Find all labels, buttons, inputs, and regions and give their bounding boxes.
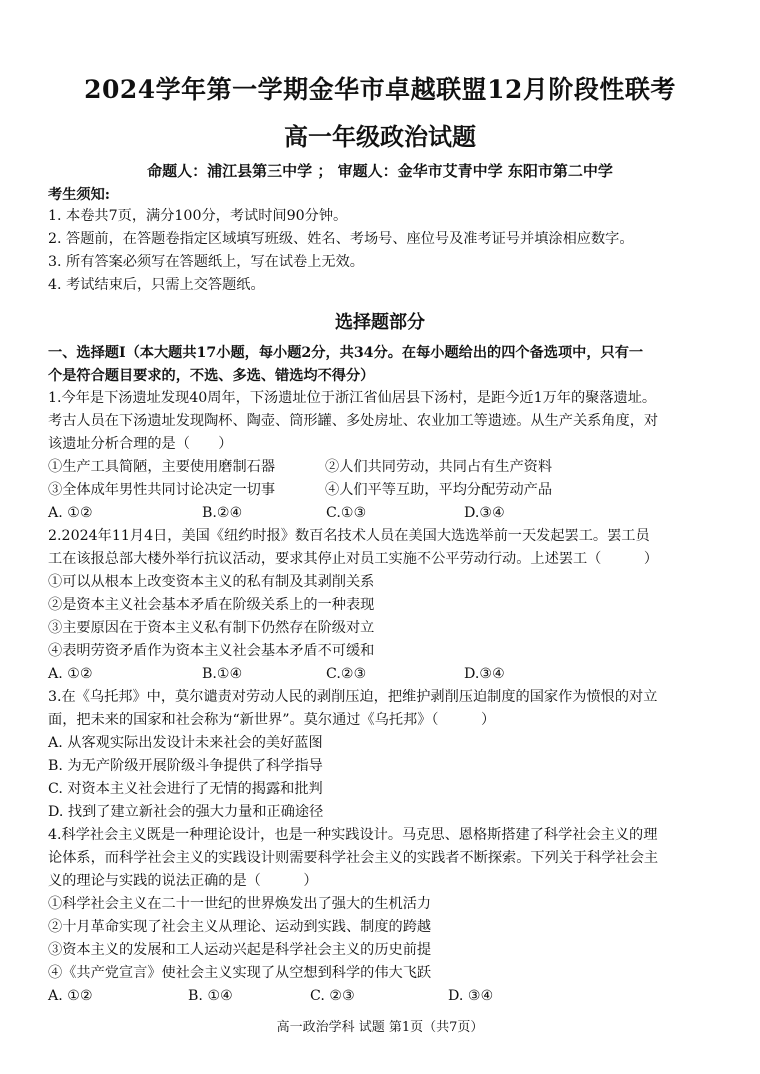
section-instruction: 个是符合题目要求的，不选、多选、错选均不得分） <box>48 368 375 384</box>
q1-stem: 该遗址分析合理的是（ ） <box>48 436 233 452</box>
q2-statement: ③主要原因在于资本主义私有制下仍然存在阶级对立 <box>48 620 375 636</box>
page-footer: 高一政治学科 试题 第1页（共7页） <box>276 1020 484 1035</box>
q1-stem: 考古人员在下汤遗址发现陶杯、陶壶、筒形罐、多处房址、农业加工等遗迹。从生产关系角度，对 <box>48 413 659 429</box>
notice-item: 2. 答题前，在答题卷指定区域填写班级、姓名、考场号、座位号及准考证号并填涂相应数字。 <box>48 231 634 247</box>
q4-stem: 义的理论与实践的说法正确的是（ ） <box>48 873 318 889</box>
q1-option-d[interactable]: D.③④ <box>464 505 505 521</box>
q4-stem: 论体系，而科学社会主义的实践设计则需要科学社会主义的实践者不断探索。下列关于科学社会主 <box>48 850 659 866</box>
q3-stem: 面，把未来的国家和社会称为“新世界”。莫尔通过《乌托邦》（ ） <box>48 712 496 728</box>
q2-option-a[interactable]: A. ①② <box>48 666 93 682</box>
q2-stem: 2.2024年11月4日，美国《纽约时报》数百名技术人员在美国大选选举前一天发起罢工。罢工员 <box>48 528 650 544</box>
q2-stem: 工在该报总部大楼外举行抗议活动，要求其停止对员工实施不公平劳动行动。上述罢工（ ） <box>48 551 659 567</box>
q1-statement: ②人们共同劳动，共同占有生产资料 <box>325 459 553 475</box>
exam-title: 2024学年第一学期金华市卓越联盟12月阶段性联考 <box>84 75 676 104</box>
section-instruction: 一、选择题Ⅰ（本大题共17小题，每小题2分，共34分。在每小题给出的四个备选项中，只有一 <box>48 345 644 361</box>
q3-option-b[interactable]: B. 为无产阶级开展阶级斗争提供了科学指导 <box>48 758 323 774</box>
q3-option-d[interactable]: D. 找到了建立新社会的强大力量和正确途径 <box>48 804 324 820</box>
q3-stem: 3.在《乌托邦》中，莫尔谴责对劳动人民的剥削压迫，把维护剥削压迫制度的国家作为愤恨的对立 <box>48 689 658 705</box>
notice-item: 3. 所有答案必须写在答题纸上，写在试卷上无效。 <box>48 254 364 270</box>
q4-option-b[interactable]: B. ①④ <box>188 988 233 1004</box>
notice-item: 4. 考试结束后，只需上交答题纸。 <box>48 277 265 293</box>
q1-statement: ①生产工具简陋，主要使用磨制石器 <box>48 459 276 475</box>
q4-stem: 4.科学社会主义既是一种理论设计，也是一种实践设计。马克思、恩格斯搭建了科学社会主义的理 <box>48 827 658 843</box>
q4-statement: ①科学社会主义在二十一世纪的世界焕发出了强大的生机活力 <box>48 896 432 912</box>
q2-option-b[interactable]: B.①④ <box>202 666 243 682</box>
notice-heading: 考生须知: <box>48 187 110 203</box>
q4-statement: ②十月革命实现了社会主义从理论、运动到实践、制度的跨越 <box>48 919 432 935</box>
q2-option-d[interactable]: D.③④ <box>464 666 505 682</box>
q3-option-c[interactable]: C. 对资本主义社会进行了无情的揭露和批判 <box>48 781 323 797</box>
q1-option-c[interactable]: C.①③ <box>326 505 367 521</box>
q1-option-a[interactable]: A. ①② <box>48 505 93 521</box>
q1-stem: 1.今年是下汤遗址发现40周年，下汤遗址位于浙江省仙居县下汤村，是距今近1万年的聚落遗址。 <box>48 390 657 406</box>
q3-option-a[interactable]: A. 从客观实际出发设计未来社会的美好蓝图 <box>48 735 323 751</box>
q2-statement: ②是资本主义社会基本矛盾在阶级关系上的一种表现 <box>48 597 375 613</box>
q2-option-c[interactable]: C.②③ <box>326 666 367 682</box>
q4-option-d[interactable]: D. ③④ <box>448 988 494 1004</box>
exam-subtitle: 高一年级政治试题 <box>284 122 476 151</box>
q2-statement: ④表明劳资矛盾作为资本主义社会基本矛盾不可缓和 <box>48 643 375 659</box>
q4-option-a[interactable]: A. ①② <box>48 988 93 1004</box>
q1-statement: ③全体成年男性共同讨论决定一切事 <box>48 482 276 498</box>
exam-authors: 命题人：浦江县第三中学 ； 审题人：金华市艾青中学 东阳市第二中学 <box>147 162 613 180</box>
q1-option-b[interactable]: B.②④ <box>202 505 243 521</box>
q4-option-c[interactable]: C. ②③ <box>310 988 355 1004</box>
q1-statement: ④人们平等互助，平均分配劳动产品 <box>325 482 553 498</box>
section-title: 选择题部分 <box>335 312 425 333</box>
q2-statement: ①可以从根本上改变资本主义的私有制及其剥削关系 <box>48 574 375 590</box>
q4-statement: ④《共产党宣言》使社会主义实现了从空想到科学的伟大飞跃 <box>48 965 432 981</box>
q4-statement: ③资本主义的发展和工人运动兴起是科学社会主义的历史前提 <box>48 942 432 958</box>
notice-item: 1. 本卷共7页，满分100分，考试时间90分钟。 <box>48 208 348 224</box>
